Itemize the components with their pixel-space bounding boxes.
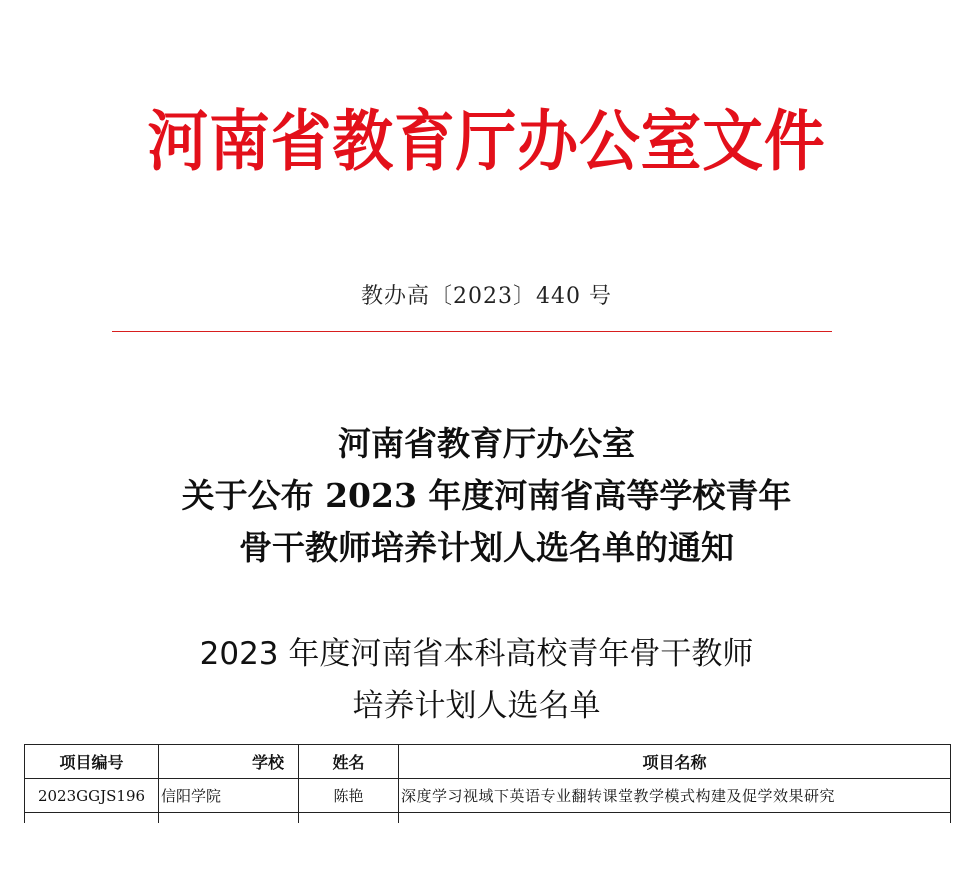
document-number: 教办高〔2023〕440 号	[361, 284, 612, 309]
cell-name: 陈艳	[299, 779, 399, 813]
table-row	[25, 779, 951, 813]
notice-title	[0, 418, 973, 574]
column-header-project: 项目名称	[399, 745, 951, 779]
header-divider	[112, 331, 832, 332]
column-header-id: 项目编号	[25, 745, 159, 779]
notice-title-line: 骨干教师培养计划人选名单的通知	[239, 528, 734, 567]
document-header-title: 河南省教育厅办公室文件	[147, 102, 826, 180]
cell-empty	[25, 813, 159, 824]
list-title-line: 2023 年度河南省本科高校青年骨干教师	[199, 636, 754, 672]
cell-empty	[399, 813, 951, 824]
list-title	[0, 628, 973, 732]
column-header-name: 姓名	[299, 745, 399, 779]
cell-empty	[159, 813, 299, 824]
cell-school: 信阳学院	[159, 779, 299, 813]
notice-title-line: 河南省教育厅办公室	[338, 424, 635, 463]
table-row-cut-off	[25, 813, 951, 824]
notice-title-line: 关于公布 2023 年度河南省高等学校青年	[181, 476, 792, 515]
candidate-table	[24, 744, 951, 823]
cell-empty	[299, 813, 399, 824]
list-title-line: 培养计划人选名单	[352, 688, 601, 724]
column-header-school: 学校	[159, 745, 299, 779]
cell-project-name: 深度学习视域下英语专业翻转课堂教学模式构建及促学效果研究	[399, 779, 951, 813]
cell-project-id: 2023GGJS196	[25, 779, 159, 813]
table-header-row	[25, 745, 951, 779]
